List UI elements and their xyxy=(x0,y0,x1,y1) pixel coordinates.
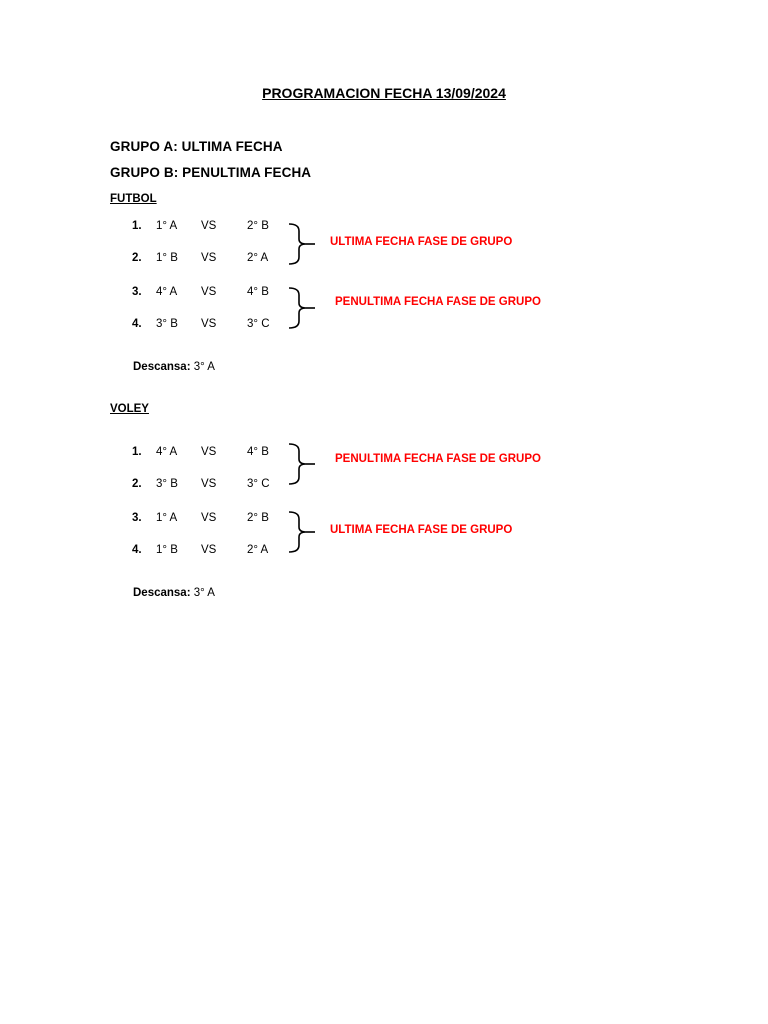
vs-label: VS xyxy=(201,286,217,298)
page-title: PROGRAMACION FECHA 13/09/2024 xyxy=(262,85,506,101)
team-home: 3° B xyxy=(156,478,178,490)
team-home: 4° A xyxy=(156,286,178,298)
team-away: 2° B xyxy=(247,220,269,232)
team-away: 2° A xyxy=(247,544,269,556)
team-away: 4° B xyxy=(247,286,269,298)
match-number: 1. xyxy=(132,220,142,232)
vs-label: VS xyxy=(201,512,217,524)
rest-team: 3° A xyxy=(190,587,215,599)
match-number: 2. xyxy=(132,252,142,264)
team-home: 4° A xyxy=(156,446,178,458)
rest-label: Descansa: xyxy=(133,587,191,599)
vs-label: VS xyxy=(201,446,217,458)
voley-heading: VOLEY xyxy=(110,403,149,415)
team-home: 1° A xyxy=(156,220,178,232)
team-away: 3° C xyxy=(247,318,270,330)
match-number: 1. xyxy=(132,446,142,458)
team-home: 1° B xyxy=(156,544,178,556)
match-number: 3. xyxy=(132,286,142,298)
match-number: 3. xyxy=(132,512,142,524)
team-away: 3° C xyxy=(247,478,270,490)
futbol-note-ultima: ULTIMA FECHA FASE DE GRUPO xyxy=(330,236,513,248)
match-number: 4. xyxy=(132,318,142,330)
match-number: 2. xyxy=(132,478,142,490)
match-number: 4. xyxy=(132,544,142,556)
team-home: 3° B xyxy=(156,318,178,330)
futbol-heading: FUTBOL xyxy=(110,193,157,205)
voley-note-ultima: ULTIMA FECHA FASE DE GRUPO xyxy=(330,524,513,536)
group-b-heading: GRUPO B: PENULTIMA FECHA xyxy=(110,165,312,180)
futbol-note-penultima: PENULTIMA FECHA FASE DE GRUPO xyxy=(335,296,541,308)
team-away: 4° B xyxy=(247,446,269,458)
vs-label: VS xyxy=(201,544,217,556)
group-a-heading: GRUPO A: ULTIMA FECHA xyxy=(110,139,283,154)
voley-note-penultima: PENULTIMA FECHA FASE DE GRUPO xyxy=(335,453,541,465)
vs-label: VS xyxy=(201,252,217,264)
voley-rest xyxy=(133,587,215,599)
team-away: 2° B xyxy=(247,512,269,524)
vs-label: VS xyxy=(201,220,217,232)
rest-team: 3° A xyxy=(190,361,215,373)
team-away: 2° A xyxy=(247,252,269,264)
right-brace-icon xyxy=(288,287,318,329)
futbol-rest xyxy=(133,361,215,373)
team-home: 1° A xyxy=(156,512,178,524)
right-brace-icon xyxy=(288,223,318,265)
team-home: 1° B xyxy=(156,252,178,264)
vs-label: VS xyxy=(201,318,217,330)
rest-label: Descansa: xyxy=(133,361,191,373)
right-brace-icon xyxy=(288,443,318,485)
right-brace-icon xyxy=(288,511,318,553)
vs-label: VS xyxy=(201,478,217,490)
